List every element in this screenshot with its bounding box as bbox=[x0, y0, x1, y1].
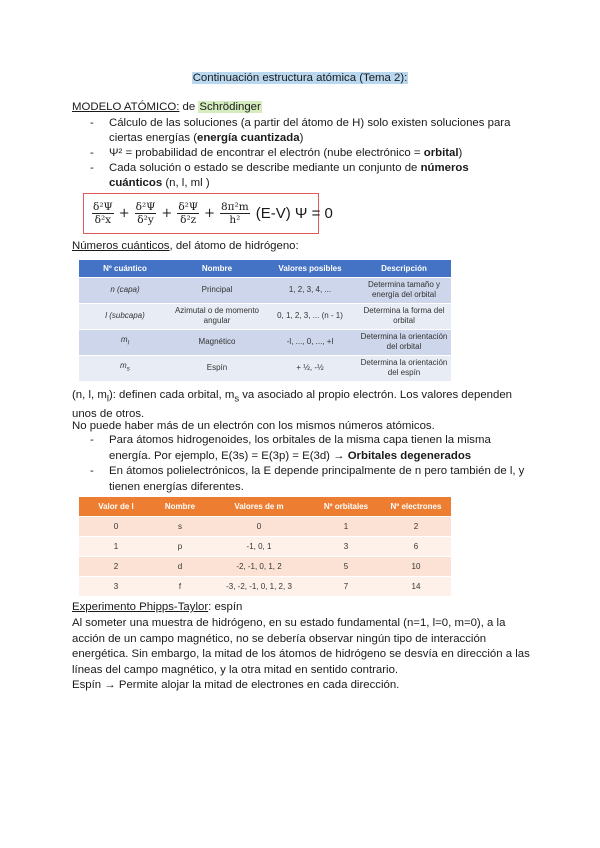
quantum-numbers-table bbox=[79, 260, 451, 381]
experimento-paragraph: Al someter una muestra de hidrógeno, en su estado fundamental (n=1, l=0, m=0), a la acción de un campo magnético, no se debería observar ningún tipo de interacción energética. Sin embargo, la mitad de los átomos de hidrógeno se desvía en dirección a las líneas del campo magnético, y la otra mitad en sentido contrario. bbox=[72, 617, 530, 676]
pauli-statement: No puede haber más de un electrón con los mismos números atómicos. bbox=[72, 420, 435, 432]
table-header-row: Nº cuántico Nombre Valores posibles Descripción bbox=[79, 260, 451, 277]
table-row: $m_l$ Magnético -l, ..., 0, ..., +l Determina la orientación del orbital bbox=[79, 329, 451, 355]
schrodinger-equation: $\frac{\text{δ²Ψ}}{\text{δ²x}}$ + $\frac{\text{δ²Ψ}}{\text{δ²y}}$ + $\frac{\text{δ²Ψ}}{\text{δ²z}}$ + $\frac{\text{8π²m}}{\text{h²}}$ (E-V) Ψ = 0 bbox=[83, 193, 319, 234]
hydrogenoid-bullets bbox=[90, 433, 530, 495]
eq-tail: (E-V) Ψ = 0 bbox=[255, 205, 333, 222]
table-row: l (subcapa) Azimutal o de momento angular 0, 1, 2, 3, ... (n - 1) Determina la forma del orbital bbox=[79, 303, 451, 329]
eq-term-z: $\frac{\text{δ²Ψ}}{\text{δ²z}}$ bbox=[178, 201, 199, 226]
list-item: - Para átomos hidrogenoides, los orbitales de la misma capa tienen la misma energía. Por ejemplo, E(3s) = E(3p) = E(3d) → Orbitales degenerados bbox=[90, 433, 530, 464]
modelo-heading-label: MODELO ATÓMICO: bbox=[72, 101, 180, 113]
orbitals-table bbox=[79, 497, 451, 596]
eq-term-x: $\frac{\text{δ²Ψ}}{\text{δ²x}}$ bbox=[93, 201, 113, 226]
modelo-heading-de: de bbox=[179, 101, 199, 113]
table-row: 2 d -2, -1, 0, 1, 2 5 10 bbox=[79, 556, 451, 576]
list-item: - Cada solución o estado se describe mediante un conjunto de números cuánticos (n, l, ml ) bbox=[90, 161, 520, 191]
espin-conclusion: Espín → Permite alojar la mitad de electrones en cada dirección. bbox=[72, 679, 400, 691]
table-row: n (capa) Principal 1, 2, 3, 4, ... Determina tamaño y energía del orbital bbox=[79, 277, 451, 303]
page-title-text: Continuación estructura atómica (Tema 2): bbox=[192, 72, 408, 84]
table-row: 0 s 0 1 2 bbox=[79, 516, 451, 536]
table-row: 3 f -3, -2, -1, 0, 1, 2, 3 7 14 bbox=[79, 576, 451, 596]
table-header-row: Valor de l Nombre Valores de m Nº orbitales Nº electrones bbox=[79, 497, 451, 516]
orbital-definition: (n, l, $m_l$): definen cada orbital, $m_s$ va asociado al propio electrón. Los valores dependen unos de otros. bbox=[72, 389, 512, 420]
page-title bbox=[0, 72, 600, 84]
list-item: - En átomos polielectrónicos, la E depende principalmente de n pero también de l, y tienen energías diferentes. bbox=[90, 464, 530, 495]
list-item: - Cálculo de las soluciones (a partir del átomo de H) solo existen soluciones para ciertas energías (energía cuantizada) bbox=[90, 116, 520, 146]
table-row: $m_s$ Espín + ½, -½ Determina la orientación del espín bbox=[79, 355, 451, 381]
modelo-bullets bbox=[90, 116, 520, 191]
experimento-heading: Experimento Phipps-Taylor: espín bbox=[72, 601, 243, 613]
schrodinger-name: Schrödinger bbox=[199, 101, 261, 113]
numeros-heading: Números cuánticos, del átomo de hidrógeno: bbox=[72, 240, 299, 252]
modelo-heading bbox=[72, 101, 262, 113]
table-row: 1 p -1, 0, 1 3 6 bbox=[79, 536, 451, 556]
list-item: - Ψ² = probabilidad de encontrar el electrón (nube electrónico = orbital) bbox=[90, 146, 520, 161]
eq-term-const: $\frac{\text{8π²m}}{\text{h²}}$ bbox=[220, 201, 249, 226]
eq-term-y: $\frac{\text{δ²Ψ}}{\text{δ²y}}$ bbox=[135, 201, 156, 226]
